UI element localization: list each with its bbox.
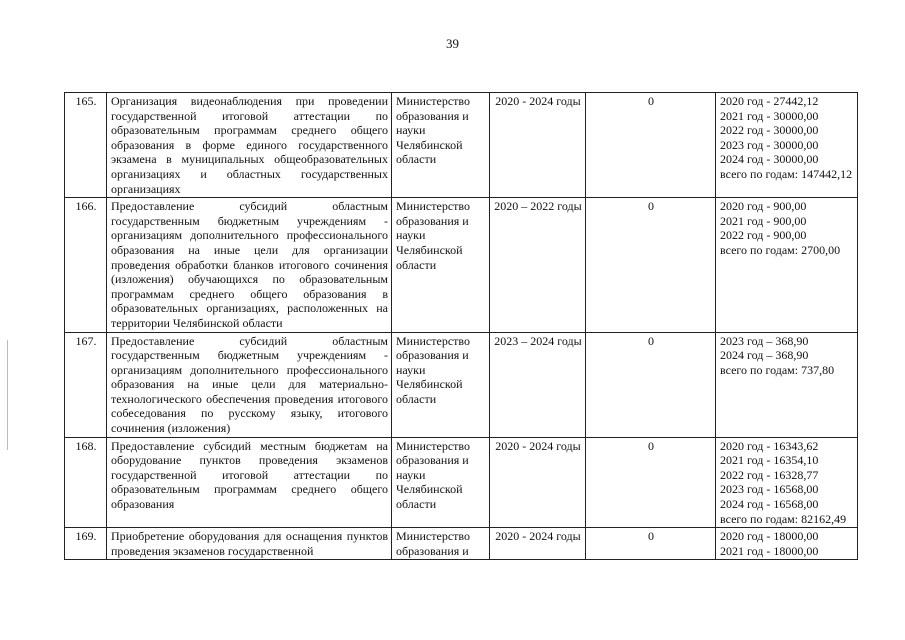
funding-line: 2020 год - 18000,00 [720,529,819,544]
funding-line: 2021 год - 30000,00 [720,108,819,123]
executor: Министерство образования и науки Челябинской области [392,437,490,528]
implementation-period: 2020 - 2024 годы [490,528,586,560]
funding-line: всего по годам: 82162,49 [720,511,847,526]
executor: Министерство образования и науки Челябинской области [392,93,490,198]
table-row [65,93,858,198]
table-row [65,528,858,560]
funding-by-year [716,528,858,560]
row-number: 165. [65,93,107,198]
funding-line: 2024 год – 368,90 [720,348,809,363]
activity-description: Предоставление субсидий областным государственным бюджетным учреждениям - организациям дополнительного профессионального образования на иные цели для материально-технологического обеспечения проведения итогового собеседования по русскому языку, итогового сочинения (изложения) [107,332,392,437]
target-value: 0 [586,437,716,528]
funding-line: 2020 год - 16343,62 [720,438,819,453]
executor: Министерство образования и науки Челябинской области [392,198,490,332]
funding-line: 2023 год - 30000,00 [720,137,819,152]
funding-line: 2022 год - 30000,00 [720,123,819,138]
funding-line: 2021 год - 18000,00 [720,543,819,558]
target-value: 0 [586,198,716,332]
funding-line: 2022 год - 16328,77 [720,467,819,482]
page-number: 39 [446,36,459,51]
funding-line: 2024 год - 30000,00 [720,152,819,167]
table-row [65,437,858,528]
target-value: 0 [586,93,716,198]
activity-description: Предоставление субсидий местным бюджетам на оборудование пунктов проведения экзаменов государственной итоговой аттестации по образовательным программам среднего общего образования [107,437,392,528]
funding-by-year [716,332,858,437]
funding-line: всего по годам: 2700,00 [720,242,841,257]
activity-description: Организация видеонаблюдения при проведении государственной итоговой аттестации по образовательным программам среднего общего образования в форме единого государственного экзамена в муниципальных общеобразовательных организациях и областных государственных организациях [107,93,392,198]
funding-line: 2021 год - 900,00 [720,213,807,228]
target-value: 0 [586,528,716,560]
binding-mark [7,340,8,450]
implementation-period: 2020 - 2024 годы [490,93,586,198]
funding-by-year [716,437,858,528]
row-number: 167. [65,332,107,437]
executor: Министерство образования и [392,528,490,560]
activity-description: Предоставление субсидий областным государственным бюджетным учреждениям - организациям дополнительного профессионального образования на иные цели для организации проведения обработки бланков итогового сочинения (изложения) обучающихся по образовательным программам среднего общего образования в образовательных организациях, расположенных на территории Челябинской области [107,198,392,332]
row-number: 166. [65,198,107,332]
funding-by-year [716,198,858,332]
funding-line: 2021 год - 16354,10 [720,453,819,468]
funding-line: 2023 год – 368,90 [720,333,809,348]
row-number: 168. [65,437,107,528]
implementation-period: 2020 - 2024 годы [490,437,586,528]
funding-line: 2022 год - 900,00 [720,228,807,243]
program-activities-table [64,92,858,560]
funding-line: 2020 год - 27442,12 [720,94,819,108]
funding-line: 2024 год - 16568,00 [720,497,819,512]
table-row [65,332,858,437]
row-number: 169. [65,528,107,560]
funding-by-year [716,93,858,198]
activity-description: Приобретение оборудования для оснащения пунктов проведения экзаменов государственной [107,528,392,560]
executor: Министерство образования и науки Челябинской области [392,332,490,437]
funding-line: 2023 год - 16568,00 [720,482,819,497]
funding-line: всего по годам: 147442,12 [720,166,853,181]
funding-line: 2020 год - 900,00 [720,199,807,214]
implementation-period: 2023 – 2024 годы [490,332,586,437]
funding-line: всего по годам: 737,80 [720,362,835,377]
implementation-period: 2020 – 2022 годы [490,198,586,332]
target-value: 0 [586,332,716,437]
table-row [65,198,858,332]
